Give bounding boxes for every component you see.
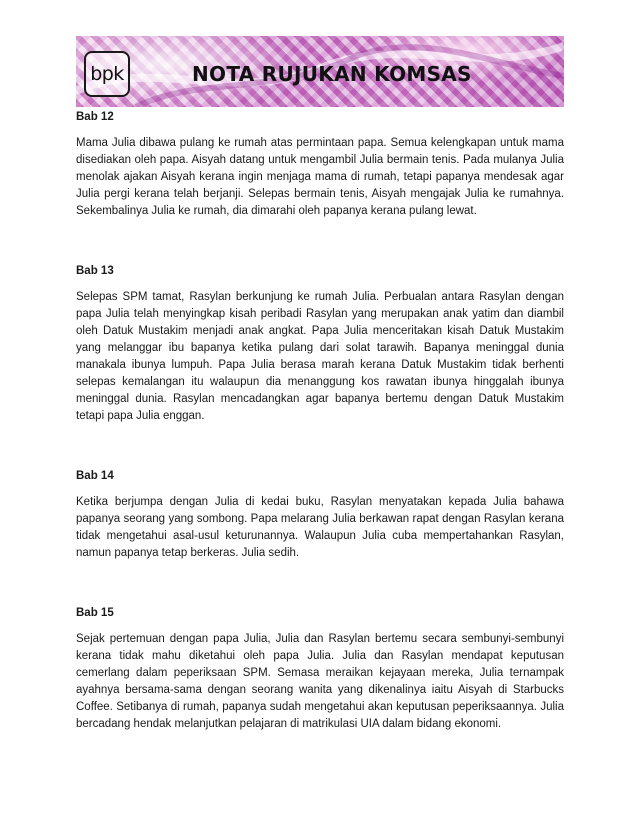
chapter-section	[76, 469, 564, 562]
document-body	[76, 110, 564, 777]
chapter-text: Selepas SPM tamat, Rasylan berkunjung ke rumah Julia. Perbualan antara Rasylan dengan papa Julia telah menyingkap kisah peribadi Rasylan yang merupakan anak yatim dan diambil oleh Datuk Mustakim menjadi anak angkat. Papa Julia menceritakan kisah Datuk Mustakim yang melanggar ibu bapanya ketika pulang dari solat tarawih. Bapanya meninggal dunia manakala ibunya lumpuh. Papa Julia berasa marah kerana Datuk Mustakim tidak berhenti selepas kemalangan itu walaupun dia menanggung kos rawatan ibunya hinggalah ibunya meninggal dunia. Rasylan mencadangkan agar bapanya bertemu dengan Datuk Mustakim tetapi papa Julia enggan.	[76, 291, 564, 422]
chapter-heading: Bab 12	[76, 111, 114, 123]
chapter-heading: Bab 14	[76, 470, 114, 482]
chapter-section	[76, 264, 564, 425]
chapter-section	[76, 110, 564, 220]
chapter-heading: Bab 13	[76, 265, 114, 277]
banner-title: NOTA RUJUKAN KOMSAS	[192, 62, 472, 86]
header-banner	[76, 36, 564, 107]
chapter-text: Ketika berjumpa dengan Julia di kedai buku, Rasylan menyatakan kepada Julia bahawa papanya seorang yang sombong. Papa melarang Julia berkawan rapat dengan Rasylan kerana tidak mengetahui asal-usul keturunannya. Walaupun Julia cuba mempertahankan Rasylan, namun papanya tetap berkeras. Julia sedih.	[76, 496, 564, 559]
chapter-heading: Bab 15	[76, 607, 114, 619]
logo-text: bpk	[90, 63, 124, 85]
chapter-section	[76, 606, 564, 733]
bpk-logo	[84, 51, 130, 97]
chapter-text: Mama Julia dibawa pulang ke rumah atas permintaan papa. Semua kelengkapan untuk mama disediakan oleh papa. Aisyah datang untuk mengambil Julia bermain tenis. Pada mulanya Julia menolak ajakan Aisyah kerana ingin menjaga mama di rumah, tetapi papanya mendesak agar Julia pergi kerana telah berjanji. Selepas bermain tenis, Aisyah mengajak Julia ke rumahnya. Sekembalinya Julia ke rumah, dia dimarahi oleh papanya kerana pulang lewat.	[76, 137, 564, 217]
chapter-text: Sejak pertemuan dengan papa Julia, Julia dan Rasylan bertemu secara sembunyi-sembunyi kerana tidak mahu diketahui oleh papa Julia. Julia dan Rasylan mendapat keputusan cemerlang dalam peperiksaan SPM. Semasa meraikan kejayaan mereka, Julia ternampak ayahnya bersama-sama dengan seorang wanita yang dikenalinya iaitu Aisyah di Starbucks Coffee. Setibanya di rumah, papanya sudah mengetahui akan keputusan peperiksaannya. Julia bercadang hendak melanjutkan pelajaran di matrikulasi UIA dalam bidang ekonomi.	[76, 633, 564, 730]
